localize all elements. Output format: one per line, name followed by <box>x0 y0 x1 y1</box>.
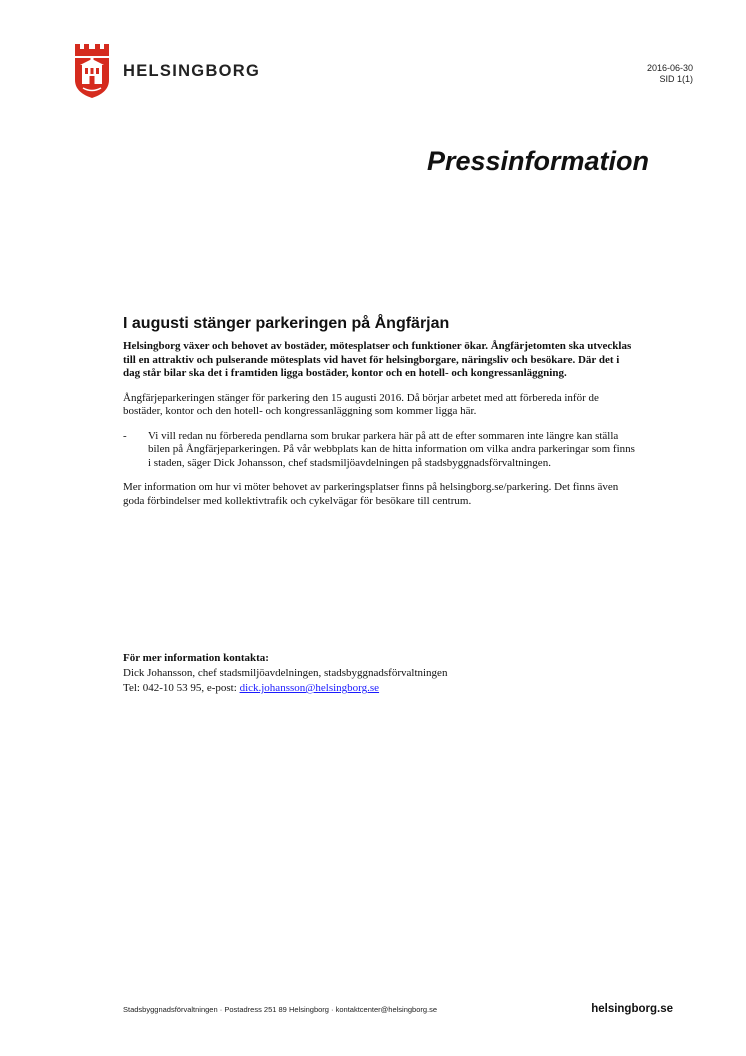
dash-bullet: - <box>123 429 127 442</box>
contact-phone-line <box>123 681 447 696</box>
document-type-title: Pressinformation <box>426 146 649 176</box>
page-number: SID 1(1) <box>659 74 693 84</box>
brand-name: HELSINGBORG <box>123 62 261 80</box>
article-paragraph-2: Mer information om hur vi möter behovet av parkeringsplatser finns på helsingborg.se/parkering. Det finns även goda förbindelser med kollektivtrafik och cykelvägar för besökare till centrum. <box>123 481 619 507</box>
contact-email-link[interactable]: dick.johansson@helsingborg.se <box>239 682 380 694</box>
footer-website: helsingborg.se <box>591 1003 673 1015</box>
contact-heading: För mer information kontakta: <box>123 652 269 664</box>
helsingborg-logo <box>74 44 110 98</box>
document-meta <box>647 63 693 85</box>
document-date: 2016-06-30 <box>646 63 693 73</box>
contact-block <box>123 651 447 696</box>
quote-text: Vi vill redan nu förbereda pendlarna som brukar parkera här på att de efter sommaren inte längre kan ställa bilen på Ångfärjeparkeringen. På vår webbplats kan de hitta information om vilka andra parkeringar som finns i staden, säger Dick Johansson, chef stadsmiljöavdelningen på stadsbyggnadsförvaltningen. <box>148 429 635 469</box>
quote-list <box>123 430 638 471</box>
list-item <box>123 430 638 471</box>
article-lead: Helsingborg växer och behovet av bostäder, mötesplatser och funktioner ökar. Ångfärjetomten ska utvecklas till en attraktiv och pulserande mötesplats vid havet för helsingborgare, näringsliv och besökare. Där det i dag står bilar ska det i framtiden ligga bostäder, kontor och en hotell- och kongressanläggning. <box>123 340 632 379</box>
contact-phone: Tel: 042-10 53 95, e-post: <box>123 682 240 694</box>
city-crest-icon <box>74 44 110 98</box>
article-headline: I augusti stänger parkeringen på Ångfärjan <box>123 315 450 332</box>
article-paragraph-1: Ångfärjeparkeringen stänger för parkering den 15 augusti 2016. Då börjar arbetet med att förbereda inför de bostäder, kontor och den hotell- och kongressanläggning som kommer ligga här. <box>123 391 599 417</box>
article-body <box>123 314 638 519</box>
contact-person: Dick Johansson, chef stadsmiljöavdelningen, stadsbyggnadsförvaltningen <box>123 667 448 679</box>
footer-address: Stadsbyggnadsförvaltningen · Postadress 251 89 Helsingborg · kontaktcenter@helsingborg.se <box>123 1005 438 1014</box>
